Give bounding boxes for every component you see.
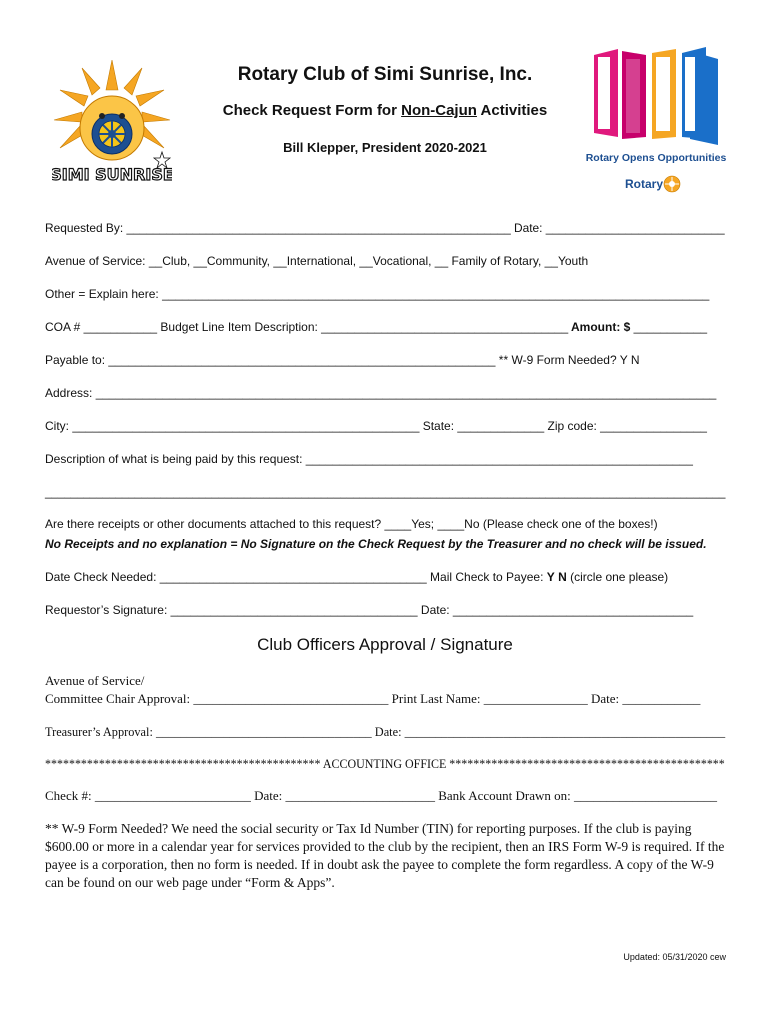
simi-sunrise-text: SIMI SUNRISE [52,165,172,184]
description-field-line2[interactable]: __________________________________________________________________________________________________________ [45,485,726,499]
subtitle-post: Activities [476,102,548,119]
subtitle-pre: Check Request Form for [222,102,402,119]
subtitle-underlined: Non-Cajun [401,102,477,119]
receipts-question[interactable]: Are there receipts or other documents attached to this request? ____Yes; ____No (Please check one of the boxes!) [45,517,658,531]
city-state-zip-field[interactable]: City: ____________________________________________________ State: _____________ Zip code: ________________ [45,419,707,433]
other-explain-field[interactable]: Other = Explain here: __________________________________________________________________________________ [45,287,710,301]
requested-by-field[interactable]: Requested By: __________________________________________________________ Date: ___________________________ [45,221,725,235]
avenue-of-service-field[interactable]: Avenue of Service: __Club, __Community, __International, __Vocational, __ Family of Rotary, __Youth [45,254,589,268]
amount-blank: ___________ [630,320,708,334]
date-check-needed-field[interactable] [45,570,668,584]
no-receipts-warning: No Receipts and no explanation = No Signature on the Check Request by the Treasurer and no check will be issued. [45,537,707,551]
payable-to-field[interactable]: Payable to: __________________________________________________________ ** W-9 Form Needed? Y N [45,353,640,367]
date-check-text: Date Check Needed: ________________________________________ Mail Check to Payee: [45,570,547,584]
president-line: Bill Klepper, President 2020-2021 [283,140,487,155]
approval-section-title: Club Officers Approval / Signature [257,635,513,654]
description-field[interactable]: Description of what is being paid by this request: __________________________________________________________ [45,452,693,466]
mail-check-yes[interactable]: Y [546,570,555,584]
w9-note-paragraph: ** W-9 Form Needed? We need the social security or Tax Id Number (TIN) for reporting purposes. If the club is paying $600.00 or more in a calendar year for services provided to the club by the recipient, then an IRS Form W-9 is required. If the payee is a corporation, then no form is needed. If in doubt ask the payee to complete the form regardless. A copy of the W-9 can be found on our web page under “Form & Apps”. [45,821,725,890]
rotary-tagline: Rotary Opens Opportunities [586,152,726,164]
address-field[interactable]: Address: _____________________________________________________________________________________________ [45,386,717,400]
accounting-office-divider: ********************************************** ACCOUNTING OFFICE ********************************************** [45,756,725,771]
circle-one-text: (circle one please) [566,570,669,584]
coa-budget-text: COA # ___________ Budget Line Item Description: _____________________________________ [45,320,569,334]
requestor-signature-field[interactable]: Requestor’s Signature: _____________________________________ Date: ____________________________________ [45,603,694,617]
check-number-field[interactable]: Check #: ________________________ Date: _______________________ Bank Account Drawn on: ______________________ [45,788,717,803]
treasurer-approval-field[interactable]: Treasurer’s Approval: ___________________________________ Date: ____________________________________________________ [45,724,726,739]
coa-field[interactable] [45,320,707,334]
form-title: Rotary Club of Simi Sunrise, Inc. [237,64,533,85]
avenue-committee-label: Avenue of Service/ [45,673,145,688]
form-subtitle [0,102,770,119]
updated-footer: Updated: 05/31/2020 cew [623,952,726,962]
rotary-brand-text: Rotary [624,177,664,191]
mail-check-no[interactable]: N [558,570,567,584]
amount-label: Amount: $ [568,320,631,334]
committee-chair-approval-field[interactable]: Committee Chair Approval: ______________________________ Print Last Name: ________________ Date: ____________ [45,691,701,706]
